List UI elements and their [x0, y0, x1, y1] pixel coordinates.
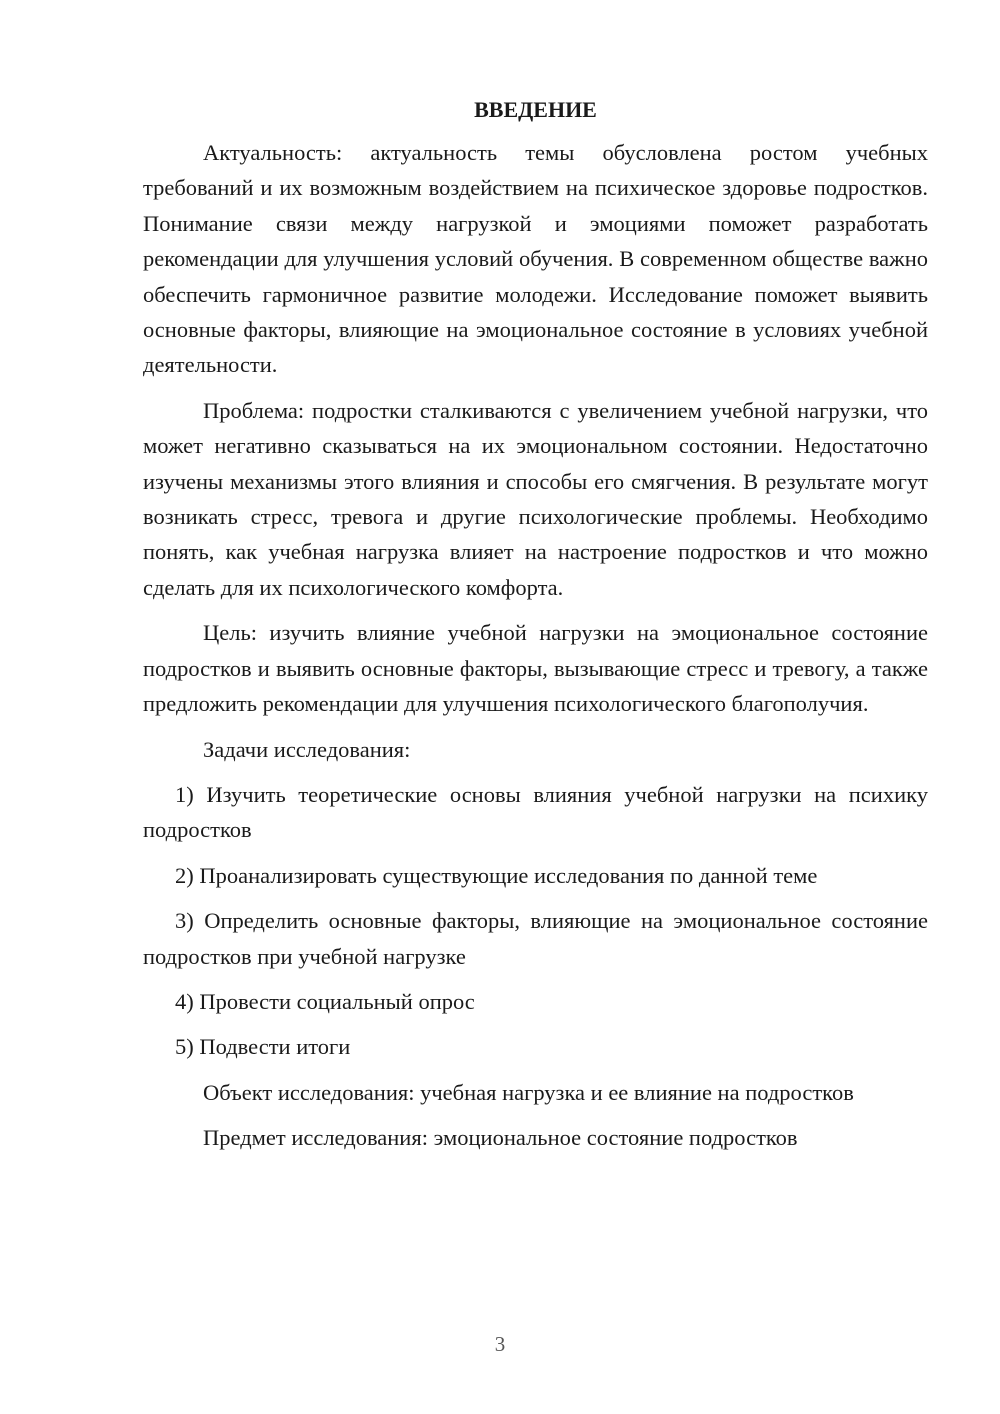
subject-paragraph: Предмет исследования: эмоциональное состояние подростков: [203, 1125, 798, 1151]
tasks-title: Задачи исследования:: [203, 736, 411, 762]
task-item: 3) Определить основные факторы, влияющие на эмоциональное состояние подростков при учебной нагрузке: [143, 908, 928, 969]
problem-paragraph: Проблема: подростки сталкиваются с увеличением учебной нагрузки, что может негативно сказываться на их эмоциональном состоянии. Недостаточно изучены механизмы этого влияния и способы его смягчения. В результате могут возникать стресс, тревога и другие психологические проблемы. Необходимо понять, как учебная нагрузка влияет на настроение подростков и что можно сделать для их психологического комфорта.: [143, 397, 928, 600]
page-number: 3: [494, 1332, 506, 1356]
task-item: 5) Подвести итоги: [175, 1034, 351, 1060]
task-item: 1) Изучить теоретические основы влияния учебной нагрузки на психику подростков: [143, 781, 928, 843]
task-item: 2) Проанализировать существующие исследования по данной теме: [175, 862, 818, 888]
relevance-paragraph: Актуальность: актуальность темы обусловлена ростом учебных требований и их возможным воздействием на психическое здоровье подростков. Понимание связи между нагрузкой и эмоциями поможет разработать рекомендации для улучшения условий обучения. В современном обществе важно обеспечить гармоничное развитие молодежи. Исследование поможет выявить основные факторы, влияющие на эмоциональное состояние в условиях учебной деятельности.: [143, 140, 928, 378]
goal-paragraph: Цель: изучить влияние учебной нагрузки на эмоциональное состояние подростков и выявить основные факторы, вызывающие стресс и тревогу, а также предложить рекомендации для улучшения психологического благополучия.: [143, 620, 928, 717]
task-item: 4) Провести социальный опрос: [175, 988, 475, 1014]
section-heading: ВВЕДЕНИЕ: [474, 97, 597, 122]
document-page: [143, 95, 928, 1166]
object-paragraph: Объект исследования: учебная нагрузка и ее влияние на подростков: [203, 1079, 854, 1105]
